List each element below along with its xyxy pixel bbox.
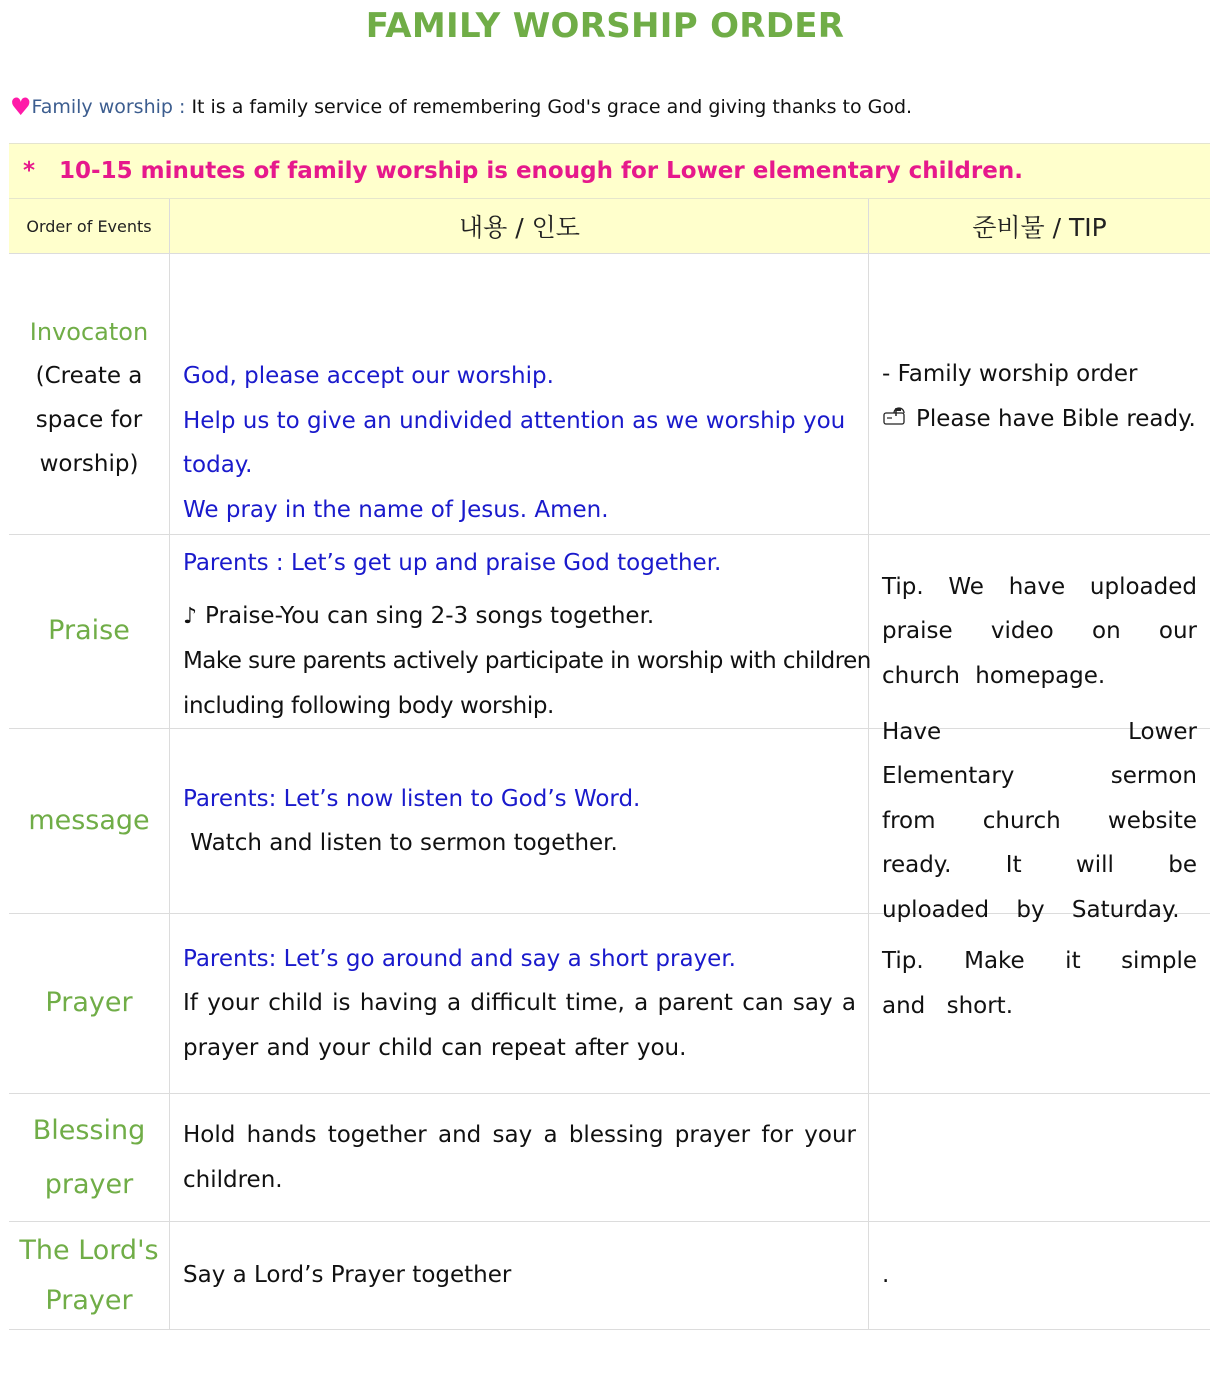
heart-icon: ♥ [10,93,32,121]
content-cell [170,914,869,1093]
event-name: Praise [48,615,130,647]
event-name: message [28,804,150,836]
tip-cell [869,718,1210,923]
tip-line [882,397,1197,442]
content-line: Watch and listen to sermon together. [183,830,618,856]
event-sub: worship) [39,451,139,477]
content-cell [170,1094,869,1221]
event-cell [9,914,170,1093]
tip-text: . [882,1262,890,1289]
intro-line [10,93,912,121]
prayer-line: God, please accept our worship. [183,363,554,389]
parent-line: Parents : Let’s get up and praise God together. [183,550,722,576]
banner-text: 10-15 minutes of family worship is enough for Lower elementary children. [59,158,1023,184]
worship-order-table [9,143,1210,1330]
content-text: Hold hands together and say a blessing prayer for your children. [183,1122,856,1193]
music-note-icon: ♪ [183,603,198,629]
header-tip: 준비물 / TIP [972,213,1107,242]
table-row-blessing-prayer [9,1094,1210,1222]
tip-text: Please have Bible ready. [916,405,1196,432]
prayer-line: We pray in the name of Jesus. Amen. [183,496,609,523]
mailbox-icon [882,397,908,442]
content-line [183,594,856,640]
age-note-banner [9,143,1210,199]
tip-cell [869,1222,1210,1329]
event-name: prayer [44,1168,134,1200]
table-row-prayer [9,914,1210,1094]
prayer-line: Help us to give an undivided attention as we worship you [183,407,846,434]
event-cell [9,254,170,534]
tip-cell [869,254,1210,534]
event-cell [9,535,170,728]
parent-line: Parents: Let’s now listen to God’s Word. [183,785,641,812]
prayer-line: today. [183,452,253,478]
parent-line: Parents: Let’s go around and say a short prayer. [183,945,736,972]
tip-text: Tip. Make it simple and short. [882,948,1197,1019]
content-text: Say a Lord’s Prayer together [183,1262,512,1289]
table-row-invocation [9,254,1210,535]
page-title: FAMILY WORSHIP ORDER [365,6,845,46]
table-row-lords-prayer [9,1222,1210,1330]
content-cell [170,729,869,913]
content-cell [170,254,869,534]
content-text: If your child is having a difficult time, a parent can say a prayer and your child can repeat after you. [183,990,856,1061]
event-name: Blessing [32,1114,146,1146]
event-sub: space for [35,407,143,433]
content-line: including following body worship. [183,692,554,719]
event-cell [9,729,170,913]
asterisk: * [23,158,36,184]
tip-line: - Family worship order [882,361,1138,387]
content-cell [170,1222,869,1329]
tip-text: Tip. We have uploaded praise video on our church homepage. [882,573,1197,689]
event-name: Invocaton [29,318,149,346]
table-row-praise [9,535,1210,729]
event-cell [9,1094,170,1221]
header-content: 내용 / 인도 [170,199,869,253]
intro-text: It is a family service of remembering God's grace and giving thanks to God. [191,96,913,118]
table-header [9,199,1210,254]
event-sub: (Create a [35,363,143,389]
header-order-of-events: Order of Events [9,199,170,253]
intro-lead: Family worship : [31,96,192,118]
event-cell [9,1222,170,1329]
content-text: Praise-You can sing 2-3 songs together. [205,602,655,629]
table-row-message [9,718,1210,923]
content-line: Make sure parents actively participate in worship with children [183,648,871,674]
event-name: The Lord's [19,1234,159,1266]
event-name: Prayer [45,987,133,1019]
tip-cell [869,1094,1210,1221]
tip-cell [869,914,1210,1093]
event-name: Prayer [45,1284,133,1316]
tip-text: Have Lower Elementary sermon from church website ready. It will be uploaded by Saturday. [882,718,1197,923]
content-cell [170,535,869,728]
tip-cell [869,535,1210,728]
